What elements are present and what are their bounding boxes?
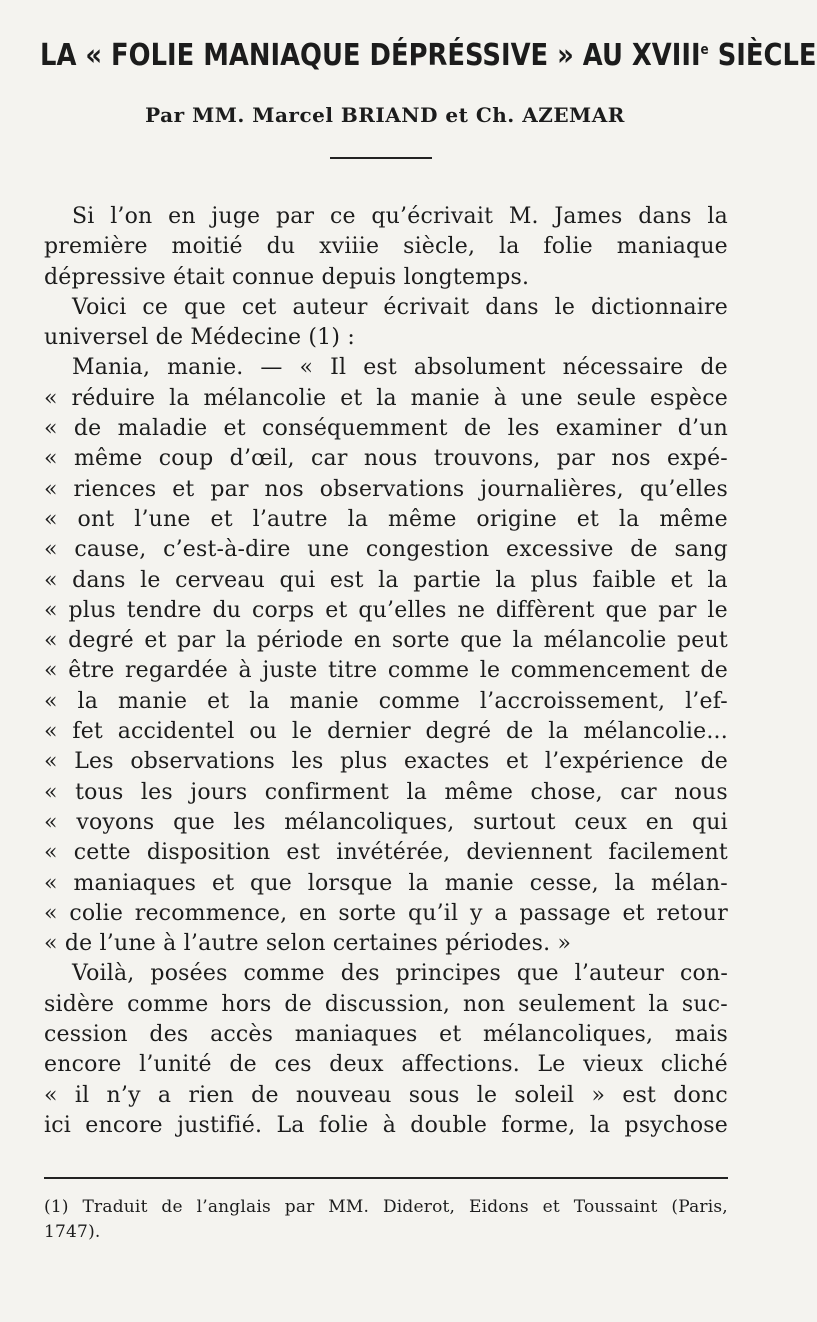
- title-superscript: e: [700, 42, 709, 58]
- body-line: Voilà, posées comme des principes que l’auteur con-: [72, 961, 728, 987]
- body-line: Voici ce que cet auteur écrivait dans le dictionnaire: [72, 294, 728, 320]
- body-line: sidère comme hors de discussion, non seulement la suc-: [44, 991, 728, 1017]
- body-line: Mania, manie. — « Il est absolument nécessaire de: [72, 355, 728, 381]
- body-line: « dans le cerveau qui est la partie la plus faible et la: [44, 567, 728, 593]
- body-line: Si l’on en juge par ce qu’écrivait M. James dans la: [72, 204, 728, 229]
- body-line: « maniaques et que lorsque la manie cesse, la mélan-: [44, 870, 728, 896]
- body-line: « de maladie et conséquemment de les examiner d’un: [44, 416, 728, 442]
- body-line: « Les observations les plus exactes et l’expérience de: [44, 749, 728, 775]
- body-line: « ont l’une et l’autre la même origine et la même: [44, 506, 728, 532]
- body-line: « même coup d’œil, car nous trouvons, par nos expé-: [44, 446, 728, 472]
- body-line: « tous les jours confirment la même chose, car nous: [44, 779, 728, 805]
- body-line: « voyons que les mélancoliques, surtout ceux en qui: [44, 809, 728, 835]
- article-title: [40, 38, 817, 73]
- body-line: cession des accès maniaques et mélancoliques, mais: [44, 1022, 728, 1048]
- title-end: SIÈCLE: [708, 38, 817, 73]
- author-byline: Par MM. Marcel BRIAND et Ch. AZEMAR: [145, 103, 625, 127]
- body-line: « degré et par la période en sorte que la mélancolie peut: [44, 628, 728, 654]
- body-line: encore l’unité de ces deux affections. Le vieux cliché: [44, 1052, 728, 1078]
- body-line: « cette disposition est invétérée, deviennent facilement: [44, 840, 728, 866]
- body-line: « plus tendre du corps et qu’elles ne diffèrent que par le: [44, 597, 728, 623]
- body-line: dépressive était connue depuis longtemps.: [44, 264, 530, 290]
- body-line: universel de Médecine (1) :: [44, 325, 355, 351]
- body-line: « cause, c’est-à-dire une congestion excessive de sang: [44, 537, 728, 563]
- title-main: LA « FOLIE MANIAQUE DÉPRÉSSIVE » AU XVIII: [40, 38, 701, 73]
- body-line: « réduire la mélancolie et la manie à une seule espèce: [44, 385, 728, 411]
- footnote-line: (1) Traduit de l’anglais par MM. Diderot, Eidons et Toussaint (Paris,: [44, 1197, 728, 1217]
- body-line: première moitié du xviiie siècle, la folie maniaque: [44, 234, 728, 260]
- body-line: « colie recommence, en sorte qu’il y a passage et retour: [44, 900, 728, 926]
- body-line: ici encore justifié. La folie à double forme, la psychose: [44, 1112, 728, 1138]
- body-line: « la manie et la manie comme l’accroissement, l’ef-: [44, 688, 728, 714]
- body-line: « être regardée à juste titre comme le commencement de: [44, 658, 728, 684]
- body-line: « riences et par nos observations journalières, qu’elles: [44, 476, 728, 502]
- footnote-separator: [44, 1177, 728, 1179]
- footnote: [44, 1195, 728, 1245]
- footnote-line: 1747).: [44, 1222, 101, 1242]
- article-body: [44, 202, 728, 1141]
- body-line: « de l’une à l’autre selon certaines périodes. »: [44, 931, 572, 957]
- body-line: « fet accidentel ou le dernier degré de la mélancolie...: [44, 719, 728, 745]
- title-separator: [330, 157, 432, 159]
- body-line: « il n’y a rien de nouveau sous le soleil » est donc: [44, 1082, 728, 1108]
